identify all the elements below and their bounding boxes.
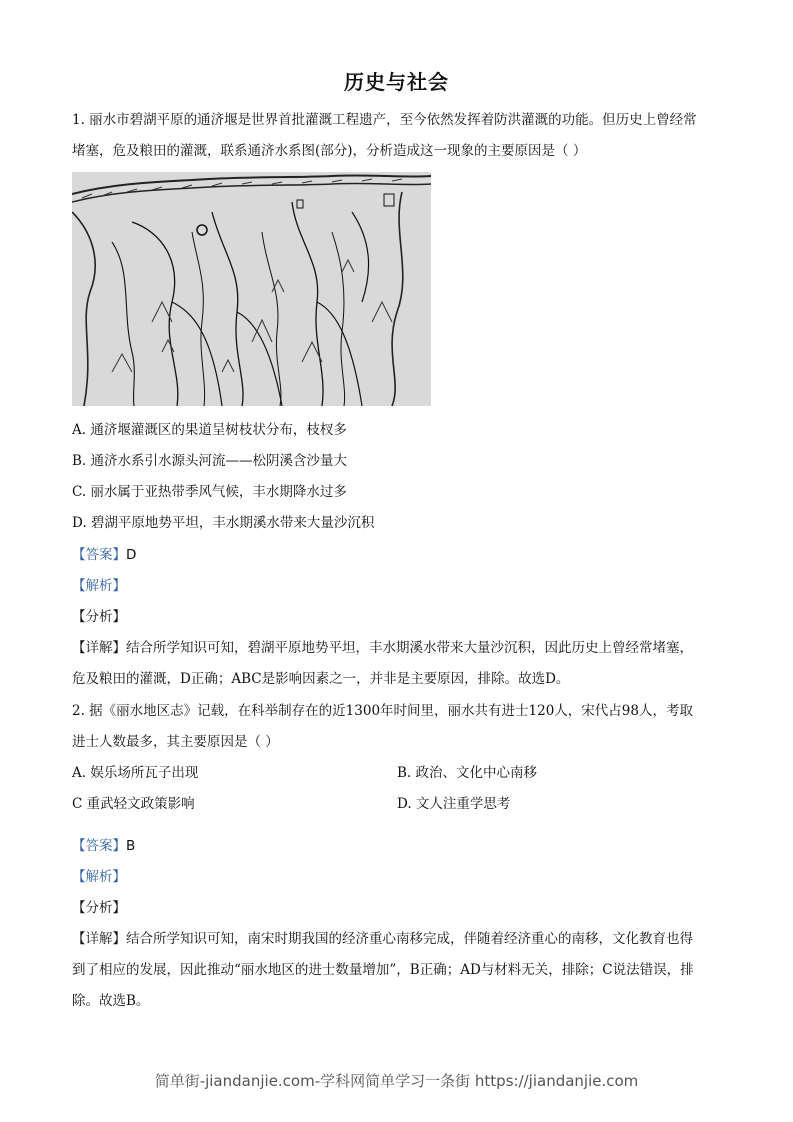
q2-detail-row3: 除。故选B。 <box>72 993 150 1009</box>
q2-answer-label: 【答案】 <box>72 838 126 854</box>
tongji-water-system-map <box>72 172 431 406</box>
q1-detail-row2: 危及粮田的灌溉，D正确；ABC是影响因素之一，并非是主要原因，排除。故选D。 <box>72 671 570 687</box>
q1-option-d: D. 碧湖平原地势平坦，丰水期溪水带来大量沙沉积 <box>72 515 375 531</box>
q1-fenxi-row <box>72 607 126 627</box>
q1-stem-line2: 堵塞，危及粮田的灌溉，联系通济水系图(部分)，分析造成这一现象的主要原因是（ ） <box>72 143 587 159</box>
q2-jiexi-label: 【解析】 <box>72 869 126 885</box>
q2-option-c: C 重武轻文政策影响 <box>72 796 195 812</box>
q2-answer-value: B <box>126 838 136 854</box>
q2-option-d: D. 文人注重学思考 <box>397 796 511 812</box>
page-title: 历史与社会 <box>344 70 449 94</box>
q2-detail-row1 <box>72 929 693 949</box>
q2-detail-row2: 到了相应的发展，因此推动“丽水地区的进士数量增加”，B正确；AD与材料无关，排除；C说法错误，排 <box>72 962 694 978</box>
q2-stem-line1: 2. 据《丽水地区志》记载，在科举制存在的近1300年时间里，丽水共有进士120人，宋代占98人，考取 <box>72 703 693 719</box>
q2-option-a: A. 娱乐场所瓦子出现 <box>72 765 199 781</box>
q2-fenxi-row <box>72 898 126 918</box>
q2-answer-row <box>72 836 135 856</box>
q1-detail-label: 【详解】 <box>72 640 126 656</box>
q1-detail-row1 <box>72 638 693 658</box>
q2-option-b: B. 政治、文化中心南移 <box>397 765 538 781</box>
map-drawing <box>72 172 431 406</box>
q1-jiexi-label: 【解析】 <box>72 578 126 594</box>
q1-stem-line1: 1. 丽水市碧湖平原的通济堰是世界首批灌溉工程遗产，至今依然发挥着防洪灌溉的功能。但历史上曾经常 <box>72 112 697 128</box>
q2-stem-line2: 进士人数最多，其主要原因是（ ） <box>72 734 279 750</box>
q2-detail-label: 【详解】 <box>72 931 126 947</box>
q1-option-a: A. 通济堰灌溉区的果道呈树枝状分布，枝杈多 <box>72 422 347 438</box>
q1-option-b: B. 通济水系引水源头河流——松阴溪含沙量大 <box>72 453 348 469</box>
q1-answer-label: 【答案】 <box>72 547 126 563</box>
q1-answer-value: D <box>126 547 137 563</box>
footer-watermark: 简单街-jiandanjie.com-学科网简单学习一条街 https://jiandanjie.com <box>154 1072 639 1090</box>
q1-detail-text1: 结合所学知识可知，碧湖平原地势平坦，丰水期溪水带来大量沙沉积，因此历史上曾经常堵塞， <box>126 640 693 656</box>
q1-answer-row <box>72 545 136 565</box>
q1-fenxi-label: 【分析】 <box>72 609 126 625</box>
q2-jiexi-row <box>72 867 126 887</box>
q2-detail-text1: 结合所学知识可知，南宋时期我国的经济重心南移完成，伴随着经济重心的南移，文化教育也得 <box>126 931 693 947</box>
q2-fenxi-label: 【分析】 <box>72 900 126 916</box>
q1-option-c: C. 丽水属于亚热带季风气候，丰水期降水过多 <box>72 484 347 500</box>
q1-jiexi-row <box>72 576 126 596</box>
